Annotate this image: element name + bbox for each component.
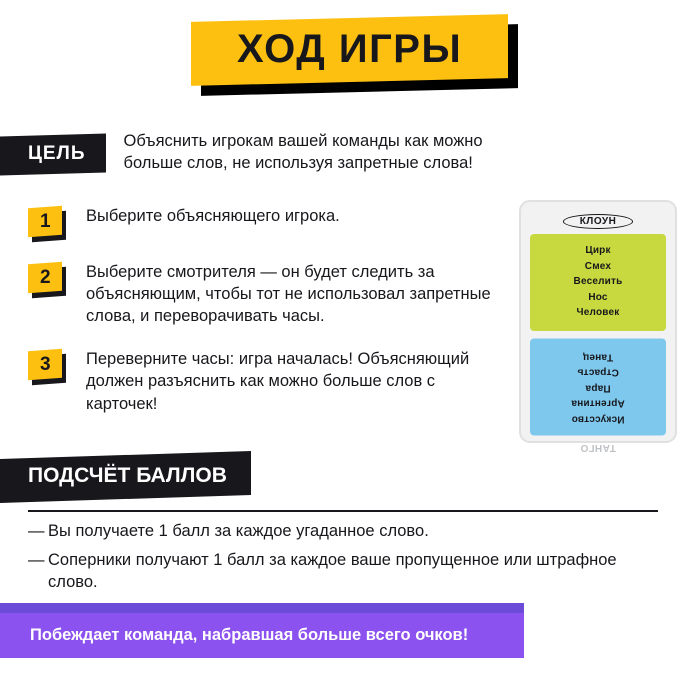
card-word: Смех — [584, 260, 612, 272]
footer-banner — [0, 613, 524, 658]
list-item — [28, 261, 498, 327]
card-blue-panel — [530, 339, 666, 436]
list-item — [28, 550, 628, 594]
badge-plate — [28, 262, 62, 293]
card-word: Искусство — [571, 413, 625, 424]
step-text: Выберите смотрителя — он будет следить за объясняющим, чтобы тот не использовал запретные слова, и переворачивать часы. — [86, 263, 491, 326]
goal-tag — [0, 134, 106, 176]
goal-text: Объяснить игрокам вашей команды как можно больше слов, не используя запретные слова! — [123, 132, 483, 172]
card-word: Страсть — [577, 366, 619, 378]
scoring-list — [28, 521, 628, 601]
footer-text: Побеждает команда, набравшая больше всего очков! — [30, 626, 469, 644]
step-number-badge — [28, 207, 66, 240]
title-banner — [0, 18, 700, 82]
card-word: Веселить — [573, 276, 623, 287]
list-item — [28, 348, 498, 414]
scoring-heading-plate — [0, 451, 251, 503]
card-top-word: КЛОУН — [563, 214, 634, 229]
scoring-heading-label: ПОДСЧЁТ БАЛЛОВ — [28, 463, 227, 487]
card-word: Цирк — [585, 245, 611, 256]
step-number: 3 — [39, 353, 51, 375]
card-word: Человек — [576, 307, 620, 318]
divider — [28, 510, 658, 512]
dash-bullet: — — [28, 550, 45, 569]
step-text: Переверните часы: игра началась! Объясняющий должен разъяснить как можно больше слов с карточек! — [86, 350, 470, 413]
badge-plate — [28, 206, 62, 237]
scoring-text: Соперники получают 1 балл за каждое ваше пропущенное или штрафное слово. — [48, 550, 617, 591]
step-text: Выберите объясняющего игрока. — [86, 207, 340, 225]
card-top-word-wrap — [530, 210, 666, 232]
goal-section — [0, 131, 680, 175]
scoring-text: Вы получаете 1 балл за каждое угаданное слово. — [48, 522, 429, 540]
list-item — [28, 521, 628, 543]
badge-plate — [28, 349, 62, 380]
card-word: Танец — [582, 351, 614, 362]
card-word: Аргентина — [571, 397, 625, 409]
dash-bullet: — — [28, 522, 45, 540]
title-plate — [191, 14, 508, 86]
page-title: ХОД ИГРЫ — [237, 27, 463, 71]
card-word: Пара — [585, 382, 611, 393]
step-number: 2 — [39, 266, 51, 288]
step-number: 1 — [39, 210, 51, 232]
game-card-illustration — [519, 200, 677, 453]
step-number-badge — [28, 350, 66, 383]
steps-list — [28, 205, 498, 436]
scoring-heading — [0, 455, 251, 499]
card-green-panel — [530, 234, 666, 331]
list-item — [28, 205, 498, 240]
card-word: Нос — [588, 291, 608, 303]
step-number-badge — [28, 263, 66, 296]
title-stack — [191, 18, 508, 82]
card-bottom-word: ТАНГО — [580, 442, 616, 453]
goal-tag-label: ЦЕЛЬ — [28, 142, 86, 164]
